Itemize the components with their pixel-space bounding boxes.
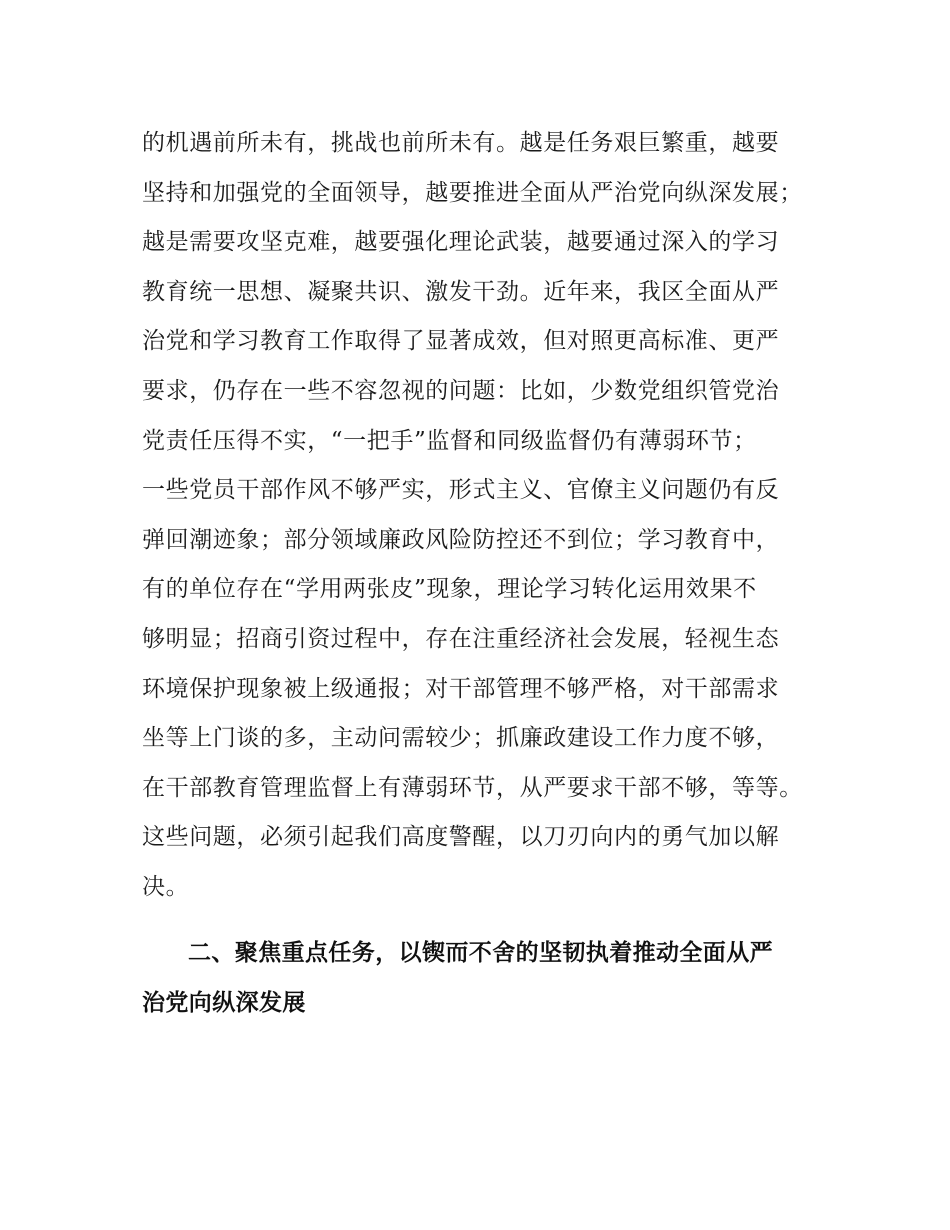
body-line: 在干部教育管理监督上有薄弱环节，从严要求干部不够，等等。 <box>142 774 803 801</box>
body-line: 决。 <box>142 873 190 900</box>
body-line: 这些问题，必须引起我们高度警醒，以刀刃向内的勇气加以解 <box>142 824 780 851</box>
body-line: 党责任压得不实，“一把手”监督和同级监督仍有薄弱环节； <box>142 427 757 454</box>
section-heading-line: 治党向纵深发展 <box>142 989 306 1016</box>
body-line: 环境保护现象被上级通报；对干部管理不够严格，对干部需求 <box>142 675 780 702</box>
body-line: 教育统一思想、凝聚共识、激发干劲。近年来，我区全面从严 <box>142 278 780 305</box>
body-line: 有的单位存在“学用两张皮”现象，理论学习转化运用效果不 <box>142 576 757 603</box>
body-line: 一些党员干部作风不够严实，形式主义、官僚主义问题仍有反 <box>142 477 780 504</box>
section-heading <box>142 929 842 1028</box>
body-line: 要求，仍存在一些不容忽视的问题：比如，少数党组织管党治 <box>142 377 780 404</box>
body-line: 够明显；招商引资过程中，存在注重经济社会发展，轻视生态 <box>142 625 780 652</box>
body-line: 弹回潮迹象；部分领域廉政风险防控还不到位；学习教育中， <box>142 526 780 553</box>
body-line: 治党和学习教育工作取得了显著成效，但对照更高标准、更严 <box>142 328 780 355</box>
body-line: 的机遇前所未有，挑战也前所未有。越是任务艰巨繁重，越要 <box>142 130 780 156</box>
body-line: 越是需要攻坚克难，越要强化理论武装，越要通过深入的学习 <box>142 229 780 256</box>
body-line: 坐等上门谈的多，主动问需较少；抓廉政建设工作力度不够， <box>142 725 780 752</box>
section-heading-line: 二、聚焦重点任务，以锲而不舍的坚韧执着推动全面从严 <box>188 940 773 966</box>
body-line: 坚持和加强党的全面领导，越要推进全面从严治党向纵深发展； <box>142 179 803 206</box>
body-paragraph <box>142 119 842 913</box>
